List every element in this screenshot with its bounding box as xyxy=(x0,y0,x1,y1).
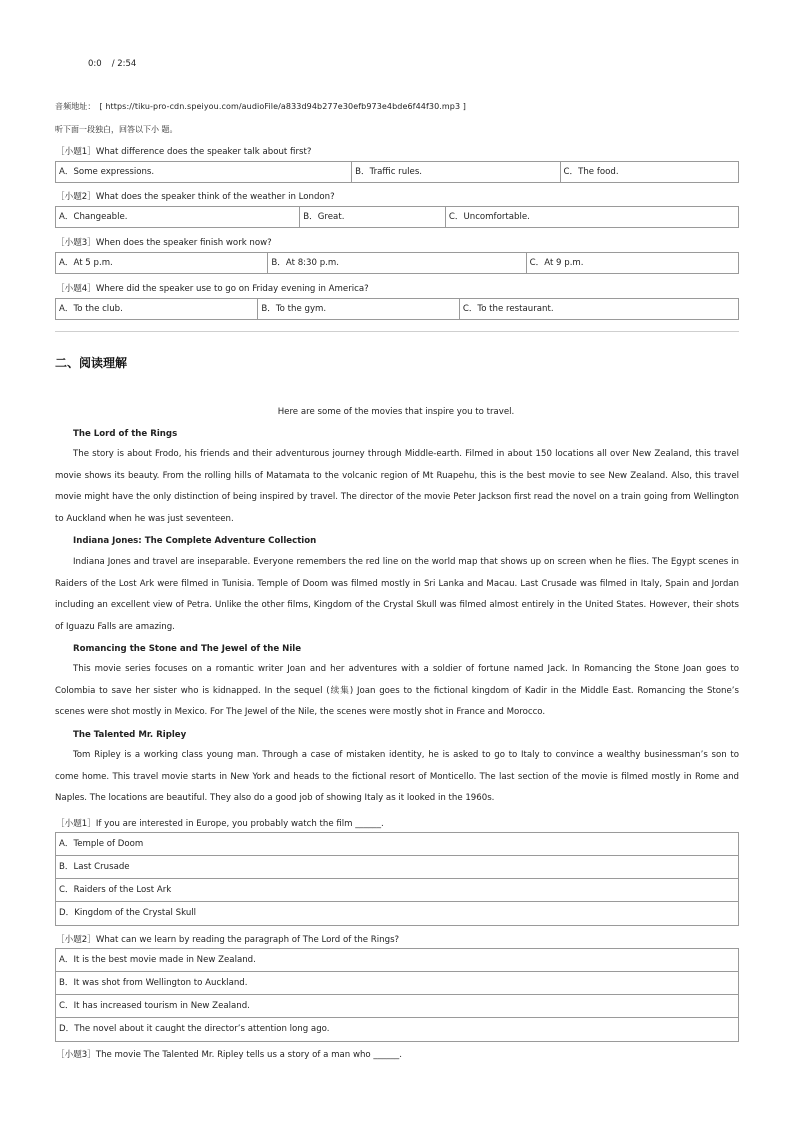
option-b[interactable]: B．Traffic rules. xyxy=(352,162,560,182)
movie-title: Indiana Jones: The Complete Adventure Collection xyxy=(73,536,317,546)
audio-address-label: 音频地址： xyxy=(55,102,96,111)
option-a[interactable]: A．To the club. xyxy=(56,299,258,319)
option-b[interactable]: B．Last Crusade xyxy=(56,856,738,879)
listening-question-2: ［小题2］What does the speaker think of the weather in London? xyxy=(56,192,335,202)
listening-instruction: 听下面一段独白，回答以下小 题。 xyxy=(55,125,178,134)
option-c[interactable]: C．To the restaurant. xyxy=(462,304,554,314)
option-a[interactable]: A．Changeable. xyxy=(56,207,300,227)
option-b[interactable]: B．Great. xyxy=(300,207,446,227)
option-c[interactable]: C．Raiders of the Lost Ark xyxy=(56,879,738,902)
section-divider xyxy=(55,331,739,332)
option-d[interactable]: D．The novel about it caught the director’s attention long ago. xyxy=(59,1024,330,1034)
listening-options-4 xyxy=(55,298,739,320)
audio-address-url[interactable]: [ https://tiku-pro-cdn.speiyou.com/audioFile/a833d94b277e30efb973e4bde6f44f30.mp3 ] xyxy=(99,102,467,111)
option-c[interactable]: C．The food. xyxy=(563,167,619,177)
option-b[interactable]: B．At 8:30 p.m. xyxy=(268,253,526,273)
option-d[interactable]: D．Kingdom of the Crystal Skull xyxy=(59,908,197,918)
option-b[interactable]: B．It was shot from Wellington to Auckland. xyxy=(56,972,738,995)
movie-title: The Lord of the Rings xyxy=(73,429,178,439)
listening-options-3 xyxy=(55,252,739,274)
audio-time-current: 0:0 xyxy=(88,59,102,69)
listening-question-3: ［小题3］When does the speaker finish work now? xyxy=(56,238,272,248)
option-a[interactable]: A．It is the best movie made in New Zealand. xyxy=(56,949,738,972)
movie-title: Romancing the Stone and The Jewel of the Nile xyxy=(73,644,302,654)
passage-intro: Here are some of the movies that inspire you to travel. xyxy=(277,407,515,417)
reading-question-2: ［小题2］What can we learn by reading the paragraph of The Lord of the Rings? xyxy=(56,935,400,945)
listening-question-1: ［小题1］What difference does the speaker talk about first? xyxy=(56,147,312,157)
option-a[interactable]: A．Some expressions. xyxy=(56,162,352,182)
movie-title: The Talented Mr. Ripley xyxy=(73,730,187,740)
movie-paragraph: Indiana Jones and travel are inseparable. Everyone remembers the red line on the world map that shows up on screen when he flies. The Egypt scenes in Raiders of the Lost Ark were filmed in Tunisia. Temple of Doom was filmed mostly in Sri Lanka and Macau. Last Crusade was filmed in Italy, Spain and Jordan including an excellent view of Petra. Unlike the other films, Kingdom of the Crystal Skull was filmed almost entirely in the United States. However, their shots of Iguazu Falls are amazing. xyxy=(55,557,739,632)
option-c[interactable]: C．It has increased tourism in New Zealand. xyxy=(56,995,738,1018)
reading-question-3: ［小题3］The movie The Talented Mr. Ripley tells us a story of a man who ______. xyxy=(56,1050,402,1060)
movie-paragraph: This movie series focuses on a romantic writer Joan and her adventures with a soldier of fortune named Jack. In Romancing the Stone Joan goes to Colombia to save her sister who is kidnapped. In the sequel (续集) Joan goes to the fictional kingdom of Kadir in the Middle East. Romancing the Stone’s scenes were shot mostly in Mexico. For The Jewel of the Nile, the scenes were mostly shot in France and Morocco. xyxy=(55,664,739,718)
listening-question-4: ［小题4］Where did the speaker use to go on Friday evening in America? xyxy=(56,284,369,294)
section-title: 二、阅读理解 xyxy=(55,356,128,370)
option-b[interactable]: B．To the gym. xyxy=(258,299,459,319)
option-c[interactable]: C．Uncomfortable. xyxy=(448,212,530,222)
reading-question-1: ［小题1］If you are interested in Europe, you probably watch the film ______. xyxy=(56,819,384,829)
movie-paragraph: The story is about Frodo, his friends and their adventurous journey through Middle-earth. Filmed in about 150 locations all over New Zealand, this travel movie shows its beauty. From the rolling hills of Matamata to the volcanic region of Mt Ruapehu, this is the best movie to see New Zealand. Also, this travel movie might have the only distinction of being inspired by travel. The director of the movie Peter Jackson first read the novel on a train going from Wellington to Auckland when he was just seventeen. xyxy=(55,449,739,524)
listening-options-2 xyxy=(55,206,739,228)
option-a[interactable]: A．At 5 p.m. xyxy=(56,253,268,273)
reading-options-2 xyxy=(55,948,739,1042)
option-c[interactable]: C．At 9 p.m. xyxy=(529,258,584,268)
listening-options-1 xyxy=(55,161,739,183)
audio-time-total: / 2:54 xyxy=(111,59,137,69)
movie-paragraph: Tom Ripley is a working class young man. Through a case of mistaken identity, he is asked to go to Italy to convince a wealthy businessman’s son to come home. This travel movie starts in New York and heads to the fictional resort of Monticello. The last section of the movie is filmed mostly in Rome and Naples. The locations are beautiful. They also do a good job of showing Italy as it looked in the 1960s. xyxy=(55,750,739,804)
option-a[interactable]: A．Temple of Doom xyxy=(56,833,738,856)
audio-address xyxy=(55,101,466,112)
audio-time xyxy=(88,59,136,69)
reading-options-1 xyxy=(55,832,739,926)
